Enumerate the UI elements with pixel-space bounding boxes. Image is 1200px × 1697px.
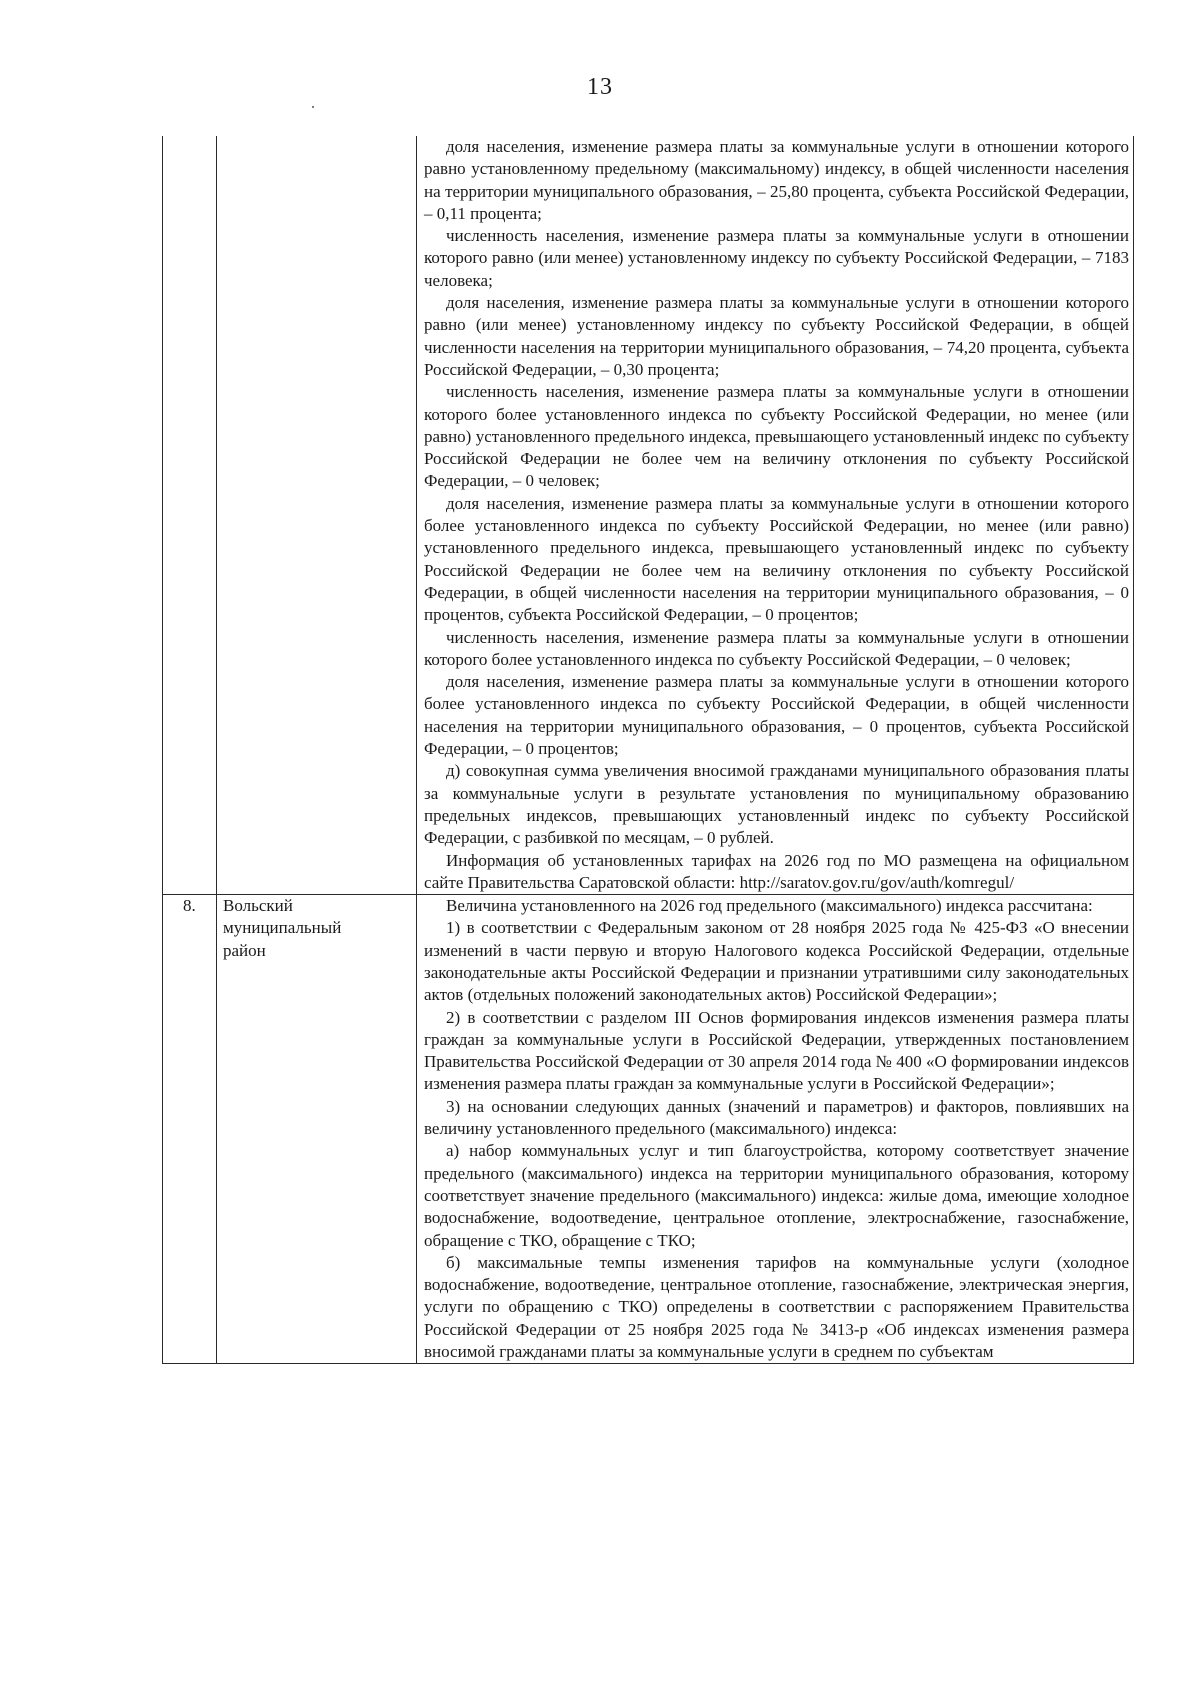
paragraph: доля населения, изменение размера платы за коммунальные услуги в отношении которого более установленного индекса по субъекту Российской Федерации, но менее (или равно) установленного предельного индекса, превышающего установленный индекс по субъекту Российской Федерации не более чем на величину отклонения по субъекту Российской Федерации, в общей численности населения на территории муниципального образования, – 0 процентов, субъекта Российской Федерации, – 0 процентов;	[424, 493, 1129, 625]
municipality-name-cell	[217, 895, 417, 1364]
table-row	[163, 136, 1134, 895]
row-number-cell	[163, 136, 217, 895]
paragraph: 1) в соответствии с Федеральным законом от 28 ноября 2025 года № 425-ФЗ «О внесении изменений в части первую и вторую Налогового кодекса Российской Федерации, отдельные законодательные акты Российской Федерации и признании утратившими силу законодательных актов (отдельных положений законодательных актов) Российской Федерации»;	[424, 918, 1129, 1005]
scan-speck	[312, 106, 314, 108]
paragraph: 2) в соответствии с разделом III Основ формирования индексов изменения размера платы граждан за коммунальные услуги в Российской Федерации, утвержденных постановлением Правительства Российской Федерации от 30 апреля 2014 года № 400 «О формировании индексов изменения размера платы граждан за коммунальные услуги в Российской Федерации»;	[424, 1007, 1129, 1094]
document-table	[162, 136, 1134, 1364]
paragraph: 3) на основании следующих данных (значений и параметров) и факторов, повлиявших на величину установленного предельного (максимального) индекса:	[424, 1096, 1129, 1139]
paragraph: доля населения, изменение размера платы за коммунальные услуги в отношении которого равно установленному предельному (максимальному) индексу, в общей численности населения на территории муниципального образования, – 25,80 процента, субъекта Российской Федерации, – 0,11 процента;	[424, 137, 1129, 223]
description-cell	[417, 136, 1134, 895]
paragraph: доля населения, изменение размера платы за коммунальные услуги в отношении которого более установленного индекса по субъекту Российской Федерации, в общей численности населения на территории муниципального образования, – 0 процентов, субъекта Российской Федерации, – 0 процентов;	[424, 672, 1129, 759]
description-cell	[417, 895, 1134, 1364]
municipality-name-line: муниципальный	[223, 918, 342, 938]
paragraph: д) совокупная сумма увеличения вносимой гражданами муниципального образования платы за коммунальные услуги в результате установления по муниципальному образованию предельных индексов, превышающих установленный индекс по субъекту Российской Федерации, с разбивкой по месяцам, – 0 рублей.	[424, 761, 1129, 848]
paragraph: Информация об установленных тарифах на 2026 год по МО размещена на официальном сайте Правительства Саратовской области: http://saratov.gov.ru/gov/auth/komregul/	[424, 850, 1129, 892]
paragraph: а) набор коммунальных услуг и тип благоустройства, которому соответствует значение предельного (максимального) индекса на территории муниципального образования, которому соответствует значение предельного (максимального) индекса: жилые дома, имеющие холодное водоснабжение, водоотведение, центральное отопление, электроснабжение, газоснабжение, обращение с ТКО, обращение с ТКО;	[424, 1141, 1129, 1250]
paragraph: б) максимальные темпы изменения тарифов на коммунальные услуги (холодное водоснабжение, водоотведение, центральное отопление, газоснабжение, электрическая энергия, услуги по обращению с ТКО) определены в соответствии с распоряжением Правительства Российской Федерации от 25 ноября 2025 года № 3413-р «Об индексах изменения размера вносимой гражданами платы за коммунальные услуги в среднем по субъектам	[424, 1252, 1129, 1362]
paragraph: доля населения, изменение размера платы за коммунальные услуги в отношении которого равно (или менее) установленному индексу по субъекту Российской Федерации, в общей численности населения на территории муниципального образования, – 74,20 процента, субъекта Российской Федерации, – 0,30 процента;	[424, 293, 1129, 379]
paragraph: численность населения, изменение размера платы за коммунальные услуги в отношении которого равно (или менее) установленному индексу по субъекту Российской Федерации, – 7183 человека;	[424, 226, 1129, 290]
municipality-name-line: Вольский	[223, 896, 293, 916]
paragraph: численность населения, изменение размера платы за коммунальные услуги в отношении которого более установленного индекса по субъекту Российской Федерации, но менее (или равно) установленного предельного индекса, превышающего установленный индекс по субъекту Российской Федерации не более чем на величину отклонения по субъекту Российской Федерации, – 0 человек;	[424, 382, 1129, 491]
page-number: 13	[587, 74, 613, 100]
paragraph: численность населения, изменение размера платы за коммунальные услуги в отношении которого более установленного индекса по субъекту Российской Федерации, – 0 человек;	[424, 627, 1129, 669]
table-row	[163, 895, 1134, 1364]
row-number-cell: 8.	[163, 895, 217, 1364]
municipality-name-line: район	[223, 940, 266, 960]
paragraph: Величина установленного на 2026 год предельного (максимального) индекса рассчитана:	[446, 896, 1093, 916]
municipality-name-cell	[217, 136, 417, 895]
